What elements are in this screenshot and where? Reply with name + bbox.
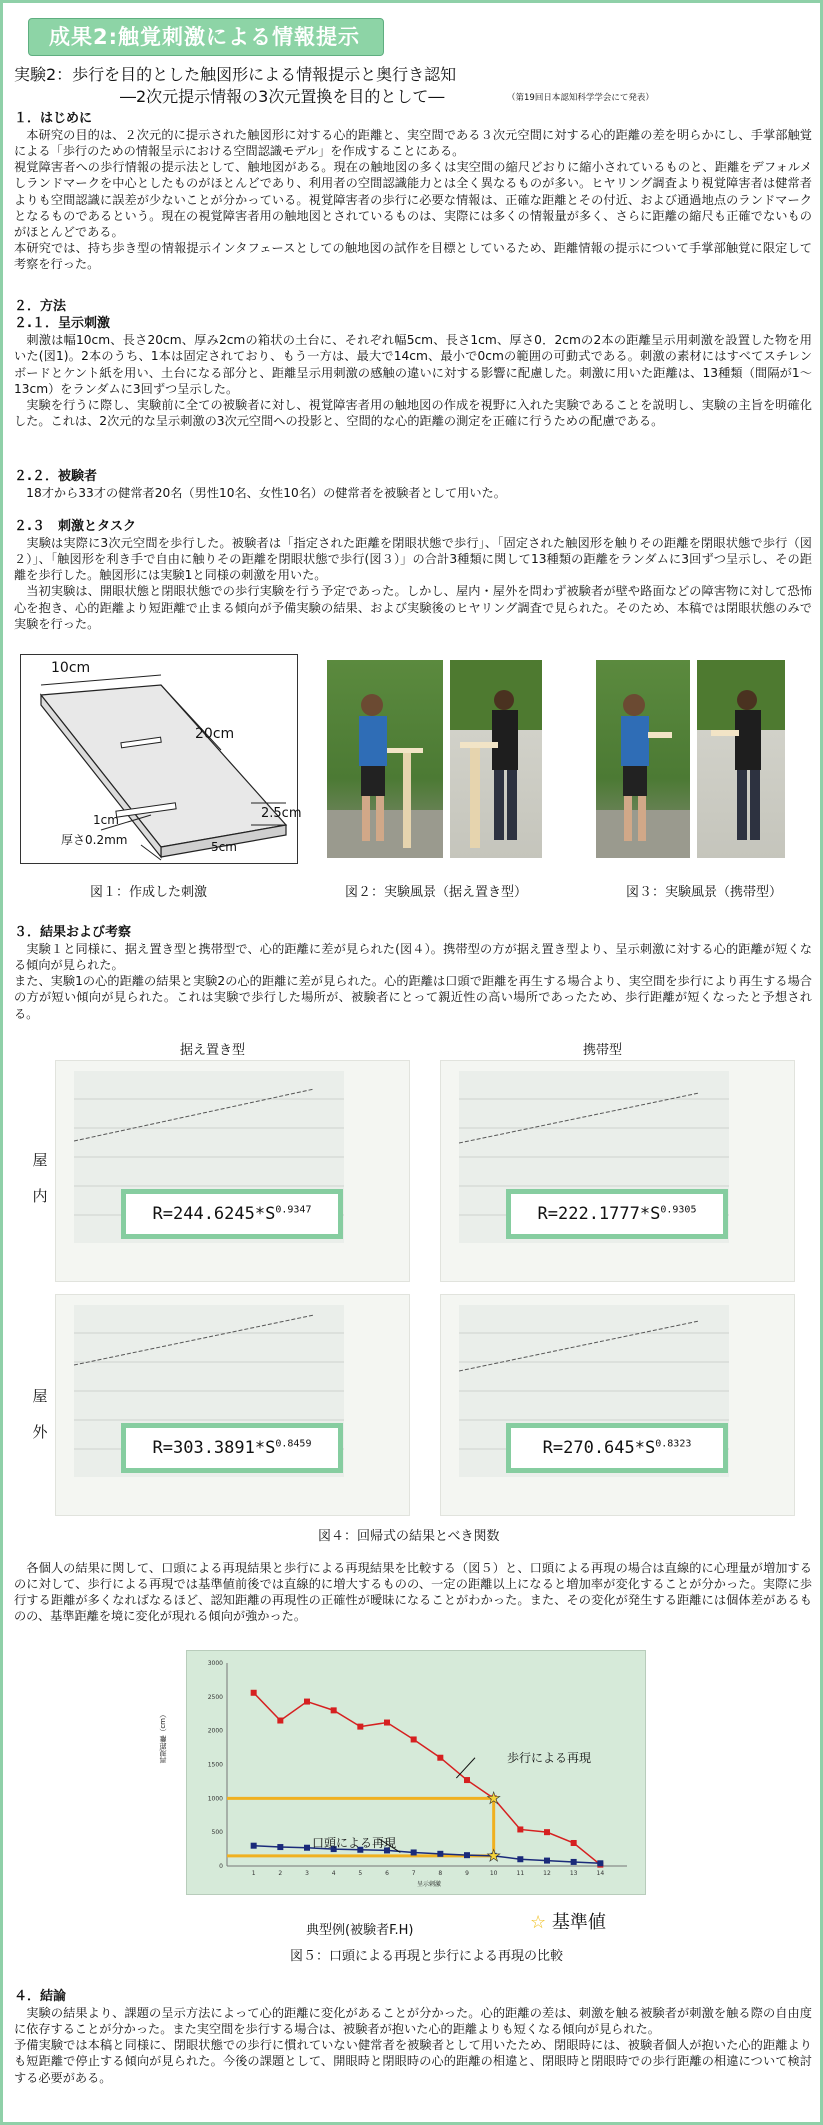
- results-section-2: [14, 1560, 812, 1624]
- series-point: [544, 1829, 550, 1835]
- figure1-caption: 図１：作成した刺激: [90, 885, 208, 900]
- series-point: [411, 1736, 417, 1742]
- experiment-subtitle: ―2次元提示情報の3次元置換を目的として―: [120, 87, 445, 106]
- power-exponent: 0.8459: [275, 1438, 312, 1450]
- method-subheading-stimulus: ２.１．呈示刺激: [14, 316, 110, 332]
- poster-title: 成果2:触覚刺激による情報提示: [28, 18, 384, 56]
- series-point: [357, 1724, 363, 1730]
- photo-portable-type-1: [596, 660, 690, 858]
- figure4-col-fixed: 据え置き型: [180, 1043, 246, 1058]
- reference-legend-label: 基準値: [551, 1912, 606, 1933]
- series-point: [251, 1843, 257, 1849]
- walk-series-label: 歩行による再現: [507, 1751, 592, 1765]
- y-tick-label: 2000: [207, 1727, 223, 1735]
- series-point: [517, 1826, 523, 1832]
- intro-heading: １．はじめに: [14, 111, 93, 126]
- series-point: [277, 1718, 283, 1724]
- series-point: [384, 1720, 390, 1726]
- results-heading: ３．結果および考察: [14, 925, 132, 940]
- x-tick-label: 10: [489, 1870, 498, 1877]
- x-tick-label: 5: [358, 1870, 363, 1877]
- task-section: [14, 518, 812, 632]
- regression-panel-indoor-fixed: [55, 1060, 410, 1282]
- y-tick-label: 2500: [207, 1693, 223, 1701]
- power-equation: R=303.3891*S: [152, 1438, 276, 1458]
- dim-1cm-label: 1cm: [93, 813, 119, 827]
- intro-paragraph-2: 視覚障害者への歩行情報の提示法として、触地図がある。現在の触地図の多くは実空間の縮尺どおりに縮小されているものと、距離をデフォルメしランドマークを中心としたものがほとんどであり、利用者の空間認識能力とは全く異なるものが多い。ヒヤリング調査より視覚障害者は健常者よりも空間認識に誤差が少ないことが分かっている。視覚障害者の歩行に必要な情報は、正確な距離とその付近、および通過地点のランドマークとなるものであるという。現在の視覚障害者用の触地図とされているものは、実際には多くの情報量が多く、さらに距離の縮尺も正確でないものがほとんどである。: [14, 160, 812, 239]
- method-paragraph-5: 当初実験は、開眼状態と閉眼状態での歩行実験を行う予定であった。しかし、屋内・屋外を問わず被験者が壁や路面などの障害物に対して恐怖心を抱き、心的距離より短距離で止まる傾向が予備実験の結果、および実験後のヒヤリング調査で見られた。そのため、本稿では閉眼状態のみで実験を行った。: [14, 584, 812, 631]
- figure5-ylabel: 再現距離（cm）: [159, 1711, 167, 1764]
- x-tick-label: 2: [278, 1870, 283, 1877]
- regression-panel-outdoor-fixed: [55, 1294, 410, 1516]
- series-point: [517, 1856, 523, 1862]
- results-paragraph-2: また、実験1の心的距離の結果と実験2の心的距離に差が見られた。心的距離は口頭で距離を再生する場合より、実空間を歩行により再生する場合の方が短い傾向が見られた。これは実験で歩行した場所が、被験者にとって親近性の高い場所であったため、歩行距離が短くなったと予想される。: [14, 974, 812, 1021]
- series-line-0: [254, 1693, 601, 1865]
- figure5-title: 典型例(被験者F.H): [306, 1923, 414, 1938]
- intro-paragraph-1: 本研究の目的は、２次元的に提示された触図形に対する心的距離と、実空間である３次元空間に対する心的距離の差を明らかにし、手掌部触覚による「歩行のための情報呈示における空間認識モデル」を作成することにある。: [14, 128, 812, 159]
- star-icon: ★: [486, 1788, 501, 1808]
- intro-paragraph-3: 本研究では、持ち歩き型の情報提示インタフェースとしての触地図の試作を目標としているため、距離情報の提示について手掌部触覚に限定して考察を行った。: [14, 240, 812, 271]
- x-tick-label: 4: [331, 1870, 336, 1877]
- conclusion-paragraph-1: 実験の結果より、課題の呈示方法によって心的距離に変化があることが分かった。心的距離の差は、刺激を触る被験者が刺激を触る際の自由度に依存することが分かった。また実空間を歩行する場合は、被験者が抱いた心的距離よりも短くなる傾向が見られた。: [14, 2006, 812, 2037]
- series-point: [251, 1690, 257, 1696]
- results-paragraph-1: 実験１と同様に、据え置き型と携帯型で、心的距離に差が見られた(図４）。携帯型の方が据え置き型より、呈示刺激に対する心的距離が短くなる傾向が見られた。: [14, 942, 812, 973]
- oral-series-label: 口頭による再現: [312, 1836, 397, 1850]
- series-point: [597, 1860, 603, 1866]
- method-paragraph-1: 刺激は幅10cm、長さ20cm、厚み2cmの箱状の土台に、それぞれ幅5cm、長さ1cm、厚さ0．2cmの2本の距離呈示用刺激を設置した物を用いた(図1)。2本のうち、1本は固定されており、もう一方は、最大で14cm、最小で0cmの範囲の可動式である。刺激の素材にはすべてスチレンボードとケント紙を用い、土台になる部分と、距離呈示用刺激の感触の違いに対する影響に配慮した。刺激に用いた距離は、13種類（間隔が1～13cm）をランダムに3回ずつ呈示した。: [14, 333, 812, 396]
- series-point: [304, 1845, 310, 1851]
- figure4-row-indoor: 屋内: [32, 1151, 48, 1205]
- series-point: [437, 1851, 443, 1857]
- power-equation: R=270.645*S: [542, 1438, 656, 1458]
- power-equation-box: [506, 1423, 728, 1473]
- regression-panel-outdoor-portable: [440, 1294, 795, 1516]
- figure5-chart-area: [159, 1650, 646, 1895]
- y-tick-label: 1500: [207, 1761, 223, 1769]
- method-subheading-subjects: ２.２．被験者: [14, 469, 97, 484]
- intro-section: [14, 110, 812, 272]
- y-tick-label: 500: [211, 1829, 223, 1837]
- subjects-section: [14, 468, 812, 501]
- figure2-caption: 図２：実験風景（据え置き型）: [345, 885, 528, 900]
- dim-width-label: 10cm: [51, 660, 91, 676]
- x-tick-label: 12: [543, 1870, 551, 1877]
- power-exponent: 0.9305: [660, 1204, 697, 1216]
- figure3-caption: 図３：実験風景（携帯型）: [626, 885, 783, 900]
- series-point: [331, 1707, 337, 1713]
- reference-legend: [530, 1911, 606, 1935]
- method-section: [14, 298, 812, 429]
- star-icon: ★: [486, 1845, 501, 1865]
- dim-thickness-label: 厚さ0.2mm: [61, 833, 128, 847]
- x-tick-label: 14: [596, 1870, 605, 1877]
- figure5-caption: 図５：口頭による再現と歩行による再現の比較: [290, 1949, 564, 1964]
- dim-height-label: 2.5cm: [261, 806, 302, 821]
- photo-fixed-type-2: [450, 660, 542, 858]
- method-paragraph-2: 実験を行うに際し、実験前に全ての被験者に対し、視覚障害者用の触地図の作成を視野に入れた実験であることを説明し、実験の主旨を明確化した。これは、2次元的な呈示刺激の3次元空間への投影と、空間的な心的距離の測定を正確に行うための配慮である。: [14, 397, 812, 428]
- x-tick-label: 9: [465, 1870, 469, 1877]
- results-section: [14, 924, 812, 1022]
- x-tick-label: 1: [251, 1870, 256, 1877]
- figure1-stimulus-drawing: [20, 654, 302, 864]
- series-point: [544, 1858, 550, 1864]
- results-paragraph-3: 各個人の結果に関して、口頭による再現結果と歩行による再現結果を比較する（図５）と、口頭による再現の場合は直線的に心理量が増加するのに対して、歩行による再現では基準値前後では直線的に増大するものの、一定の距離以上になると増加率が変化することが分かった。実際に歩行する距離が多くなればなるほど、認知距離の再現性の正確性が曖昧になることがわかった。また、その変化が発生する距離には個体差があるものの、基準距離を境に変化が現れる傾向が強かった。: [14, 1561, 812, 1624]
- power-exponent: 0.9347: [275, 1204, 312, 1216]
- conclusion-section: [14, 1988, 812, 2086]
- method-paragraph-4: 実験は実際に3次元空間を歩行した。被験者は「指定された距離を閉眼状態で歩行」、「固定された触図形を触りその距離を閉眼状態で歩行（図２）」、「触図形を利き手で自由に触りその距離を閉眼状態で歩行(図３）」の合計3種類に関して13種類の距離をランダムに3回ずつ呈示し、その距離を歩行した。触図形には実験1と同様の刺激を用いた。: [14, 536, 812, 583]
- power-equation: R=244.6245*S: [152, 1204, 276, 1224]
- figure4-caption: 図４：回帰式の結果とべき関数: [318, 1529, 500, 1544]
- x-tick-label: 7: [411, 1870, 416, 1877]
- x-tick-label: 6: [385, 1870, 389, 1877]
- star-icon: ☆: [530, 1912, 547, 1933]
- method-paragraph-3: 18才から33才の健常者20名（男性10名、女性10名）の健常者を被験者として用いた。: [14, 486, 506, 501]
- photo-fixed-type-1: [327, 660, 443, 858]
- figure4-col-portable: 携帯型: [583, 1043, 623, 1058]
- series-point: [571, 1840, 577, 1846]
- method-heading: ２．方法: [14, 299, 67, 314]
- series-point: [571, 1859, 577, 1865]
- series-point: [277, 1844, 283, 1850]
- conclusion-paragraph-2: 予備実験では本稿と同様に、閉眼状態での歩行に慣れていない健常者を被験者として用いたため、閉眼時には、被験者個人が抱いた心的距離よりも短距離で停止する傾向が見られた。今後の課題として、開眼時と閉眼時の心的距離の相違と、閉眼時と閉眼時での歩行距離の相違について検討する必要がある。: [14, 2038, 812, 2085]
- regression-panel-indoor-portable: [440, 1060, 795, 1282]
- x-tick-label: 8: [438, 1870, 443, 1877]
- photo-portable-type-2: [697, 660, 785, 858]
- power-equation-box: [121, 1423, 343, 1473]
- series-point: [304, 1699, 310, 1705]
- power-equation: R=222.1777*S: [537, 1204, 661, 1224]
- walk-label-pointer: [456, 1758, 475, 1778]
- power-equation-box: [506, 1189, 728, 1239]
- power-equation-box: [121, 1189, 343, 1239]
- series-point: [464, 1852, 470, 1858]
- series-point: [464, 1777, 470, 1783]
- series-point: [411, 1849, 417, 1855]
- y-tick-label: 0: [219, 1863, 223, 1870]
- figure5-chart: [187, 1651, 647, 1896]
- x-tick-label: 13: [569, 1870, 578, 1877]
- experiment-title: 実験2：歩行を目的とした触図形による情報提示と奥行き認知: [14, 65, 457, 84]
- dim-length-label: 20cm: [195, 726, 235, 742]
- y-tick-label: 3000: [207, 1660, 223, 1667]
- figure4-row-outdoor: 屋外: [32, 1387, 48, 1441]
- y-tick-label: 1000: [207, 1795, 223, 1803]
- conclusion-heading: ４．結論: [14, 1989, 67, 2004]
- conference-note: （第19回日本認知科学学会にて発表）: [507, 93, 654, 103]
- dim-5cm-label: 5cm: [211, 840, 237, 854]
- method-subheading-task: ２.３ 刺激とタスク: [14, 519, 136, 534]
- power-exponent: 0.8323: [655, 1438, 692, 1450]
- x-tick-label: 3: [305, 1870, 309, 1877]
- x-tick-label: 11: [516, 1870, 525, 1877]
- figure5-xlabel: 呈示刺激: [417, 1881, 442, 1888]
- series-point: [437, 1755, 443, 1761]
